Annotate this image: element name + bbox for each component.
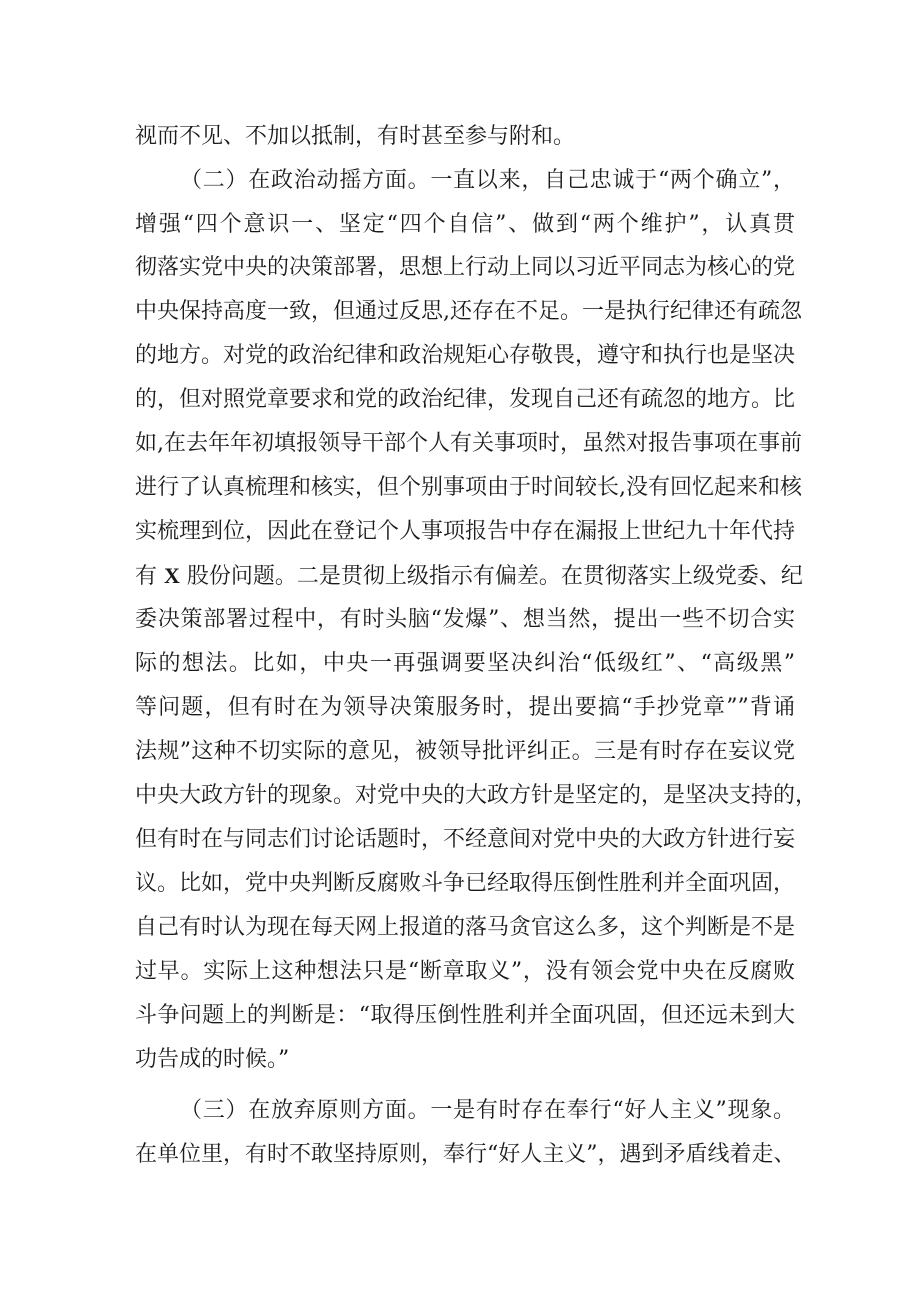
- text-line-9: 进行了认真梳理和核实，但个别事项由于时间较长,没有回忆起来和核: [135, 475, 802, 500]
- text-line-6: 的地方。对党的政治纪律和政治规矩心存敬畏，遵守和执行也是坚决: [135, 343, 796, 368]
- text-line-12: 委决策部署过程中，有时头脑“发爆”、想当然，提出一些不切合实: [135, 607, 795, 632]
- text-line-18: 议。比如，党中央判断反腐败斗争已经取得压倒性胜利并全面巩固，: [135, 871, 796, 896]
- section-3-heading-line: （三）在放弃原则方面。一是有时存在奉行“好人主义”现象。: [180, 1098, 795, 1123]
- text-line-11-bold-x: X: [164, 563, 180, 588]
- text-line-24: 在单位里，有时不敢坚持原则，奉行“好人主义”，遇到矛盾线着走、: [135, 1142, 796, 1167]
- text-line-8: 如,在去年年初填报领导干部个人有关事项时，虽然对报告事项在事前: [135, 431, 802, 456]
- text-line-21: 斗争问题上的判断是：“取得压倒性胜利并全面巩固，但还远未到大: [135, 1003, 795, 1028]
- text-line-20: 过早。实际上这种想法只是“断章取义”，没有领会党中央在反腐败: [135, 959, 795, 984]
- text-line-11-prefix: 有: [135, 564, 158, 589]
- text-line-17: 但有时在与同志们讨论话题时，不经意间对党中央的大政方针进行妄: [135, 827, 796, 852]
- text-line-13: 际的想法。比如，中央一再强调要坚决纠治“低级红”、“高级黑”: [135, 651, 795, 676]
- text-line-14: 等问题，但有时在为领导决策服务时，提出要搞“手抄党章””背诵: [135, 695, 795, 720]
- text-line-4: 彻落实党中央的决策部署，思想上行动上同以习近平同志为核心的党: [135, 255, 796, 280]
- text-line-19: 自己有时认为现在每天网上报道的落马贪官这么多，这个判断是不是: [135, 915, 796, 940]
- text-line-5: 中央保持高度一致，但通过反思,还存在不足。一是执行纪律还有疏忽: [135, 299, 802, 324]
- text-line-11: [135, 556, 803, 596]
- text-line-11-rest: 股份问题。二是贯彻上级指示有偏差。在贯彻落实上级党委、纪: [186, 564, 803, 589]
- text-line-22: 功告成的时候。”: [135, 1047, 290, 1072]
- text-line-3: 增强“四个意识一、坚定“四个自信”、做到“两个维护”，认真贯: [135, 212, 795, 237]
- section-2-heading-line: （二）在政治动摇方面。一直以来，自己忠诚于“两个确立”，: [180, 168, 795, 193]
- text-line-10: 实梳理到位，因此在登记个人事项报告中存在漏报上世纪九十年代持: [135, 519, 796, 544]
- text-line-7: 的，但对照党章要求和党的政治纪律，发现自己还有疏忽的地方。比: [135, 387, 796, 412]
- text-line-1: 视而不见、不加以抵制，有时甚至参与附和。: [135, 124, 576, 149]
- text-line-15: 法规”这种不切实际的意见，被领导批评纠正。三是有时存在妄议党: [135, 739, 795, 764]
- text-line-16: 中央大政方针的现象。对党中央的大政方针是坚定的，是坚决支持的，: [135, 783, 818, 808]
